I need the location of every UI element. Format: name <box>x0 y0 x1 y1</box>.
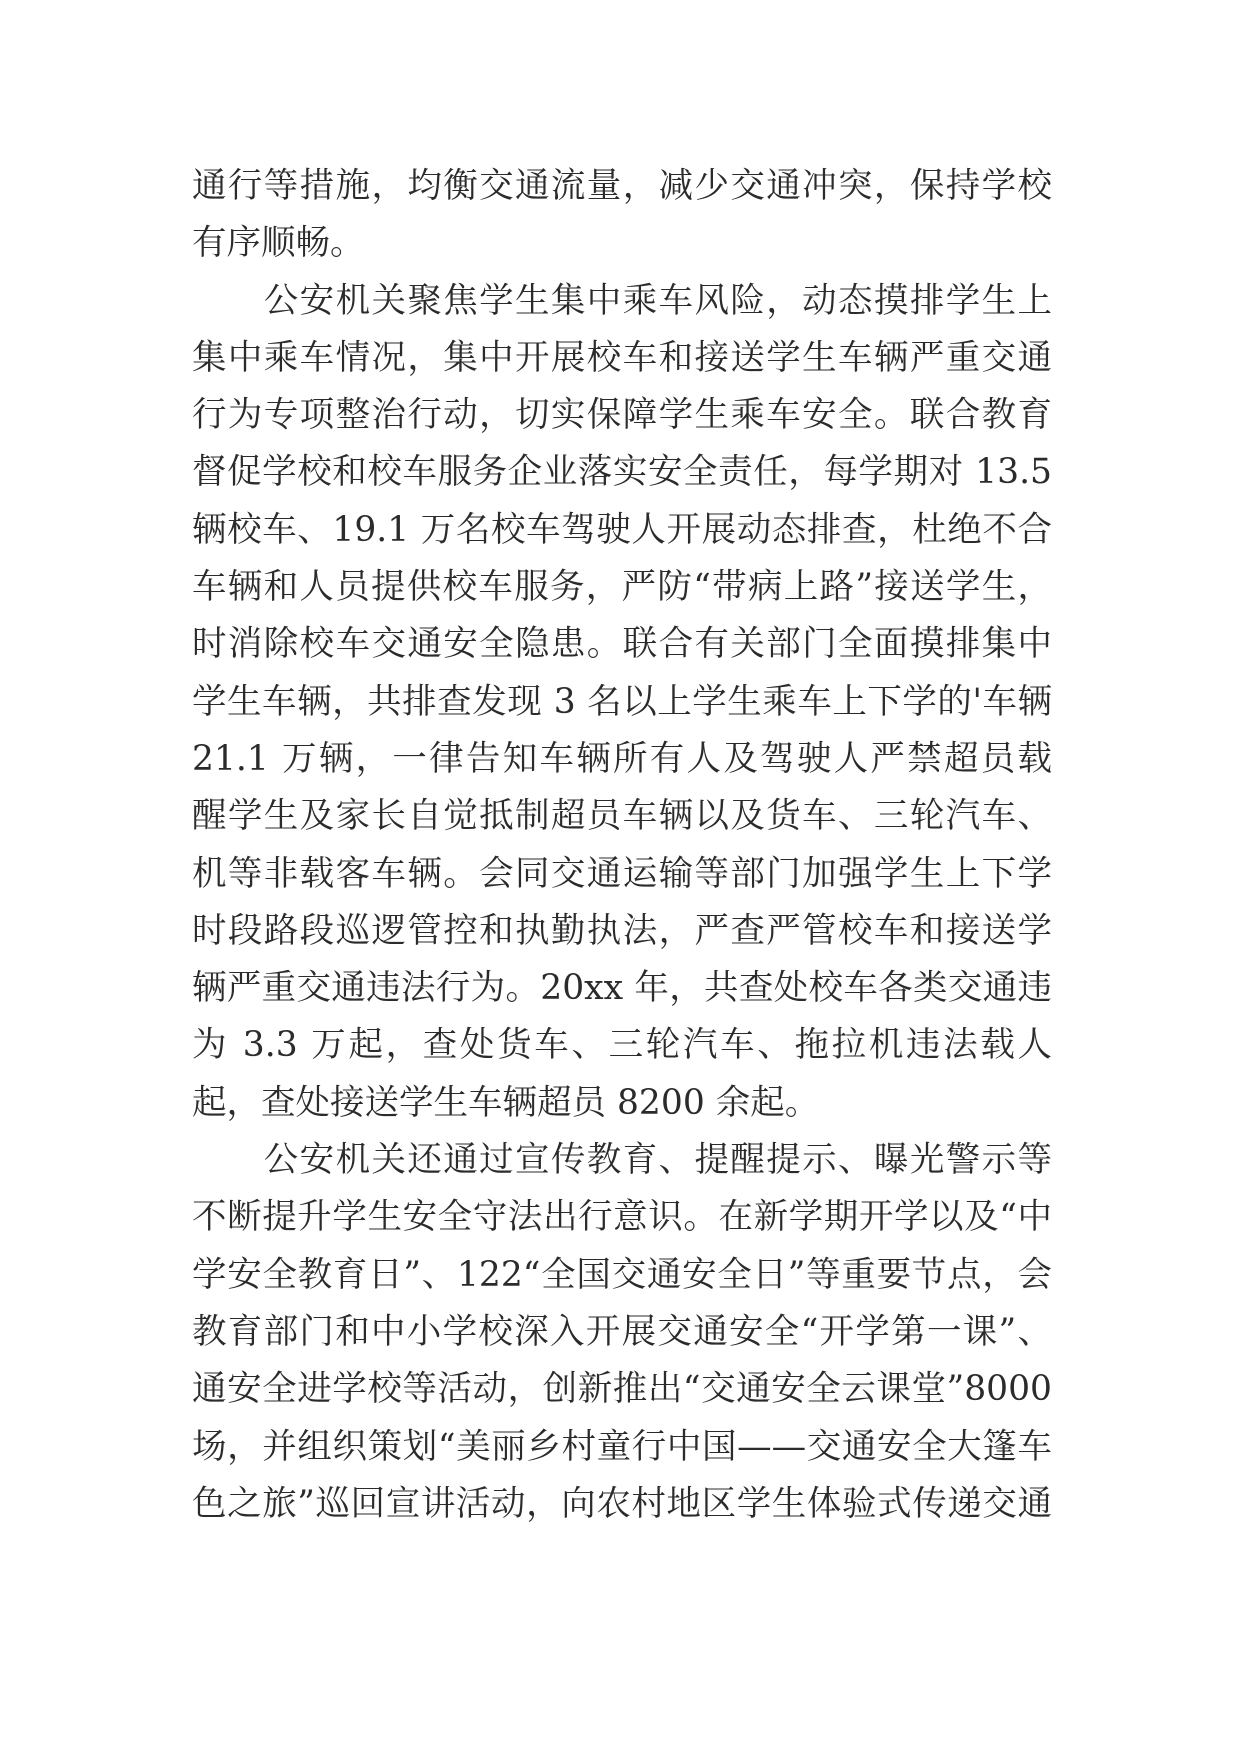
text-line: 通行等措施，均衡交通流量，减少交通冲突，保持学校 <box>192 166 1052 206</box>
text-line: 督促学校和校车服务企业落实安全责任，每学期对 13.5 <box>192 452 1052 493</box>
text-line: 为 3.3 万起，查处货车、三轮汽车、拖拉机违法载人 <box>192 1025 1052 1066</box>
text-line: 场，并组织策划“美丽乡村童行中国——交通安全大篷车 <box>192 1426 1052 1467</box>
text-line: 不断提升学生安全守法出行意识。在新学期开学以及“中 <box>192 1197 1052 1238</box>
text-line: 机等非载客车辆。会同交通运输等部门加强学生上下学 <box>192 853 1052 894</box>
text-line: 起，查处接送学生车辆超员 8200 余起。 <box>192 1082 820 1123</box>
text-line: 行为专项整治行动，切实保障学生乘车安全。联合教育 <box>192 395 1052 436</box>
text-line: 车辆和人员提供校车服务，严防“带病上路”接送学生， <box>192 567 1052 608</box>
text-line: 有序顺畅。 <box>192 223 365 264</box>
text-line: 色之旅”巡回宣讲活动，向农村地区学生体验式传递交通 <box>192 1483 1052 1524</box>
text-line: 时消除校车交通安全隐患。联合有关部门全面摸排集中 <box>192 624 1052 665</box>
text-line: 21.1 万辆，一律告知车辆所有人及驾驶人严禁超员载 <box>192 738 1052 779</box>
text-line: 学生车辆，共排查发现 3 名以上学生乘车上下学的'车辆 <box>192 681 1052 722</box>
text-line: 时段路段巡逻管控和执勤执法，严查严管校车和接送学 <box>192 910 1052 951</box>
text-line: 集中乘车情况，集中开展校车和接送学生车辆严重交通 <box>192 337 1052 378</box>
text-line: 公安机关还通过宣传教育、提醒提示、曝光警示等 <box>263 1140 1052 1181</box>
text-line: 辆严重交通违法行为。20xx 年，共查处校车各类交通违 <box>192 968 1052 1009</box>
body-text <box>192 158 1052 1533</box>
text-line: 辆校车、19.1 万名校车驾驶人开展动态排查，杜绝不合 <box>192 509 1052 550</box>
text-line: 公安机关聚焦学生集中乘车风险，动态摸排学生上 <box>263 280 1052 321</box>
text-line: 醒学生及家长自觉抵制超员车辆以及货车、三轮汽车、 <box>192 796 1052 837</box>
text-line: 学安全教育日”、122“全国交通安全日”等重要节点，会 <box>192 1254 1052 1295</box>
text-line: 通安全进学校等活动，创新推出“交通安全云课堂”8000 <box>192 1369 1052 1410</box>
text-line: 教育部门和中小学校深入开展交通安全“开学第一课”、 <box>192 1311 1052 1352</box>
